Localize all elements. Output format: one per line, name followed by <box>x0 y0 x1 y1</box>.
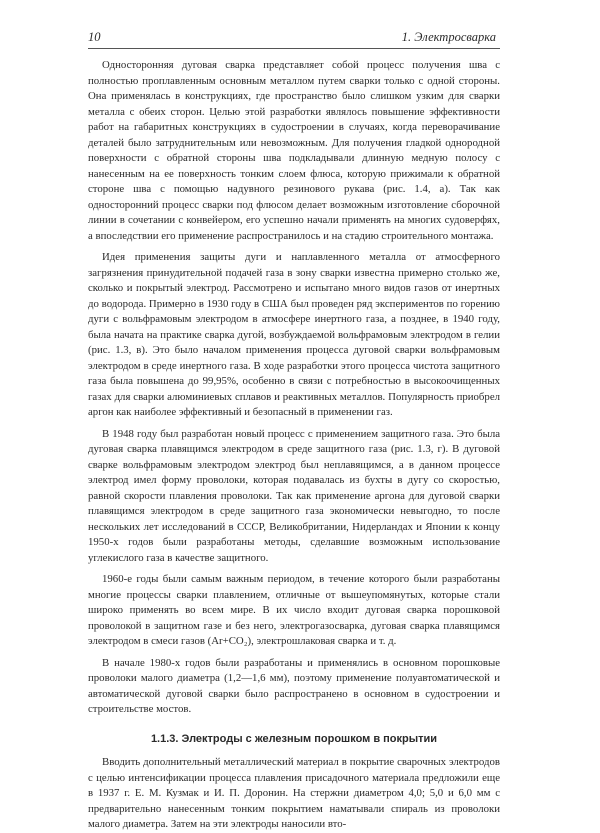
page-number: 10 <box>88 30 101 44</box>
paragraph: Вводить дополнительный металлический материал в покрытие сварочных электродов с целью интенсификации процесса плавления присадочного материала предложили еще в 1937 г. Е. М. Кузмак и И. П. Доронин. На стержни диаметром 4,0; 5,0 и 6,0 мм с предварительно нанесенным тонким покрытием наматывали спираль из проволоки малого диаметра. Затем на эти электроды наносили вто- <box>88 756 500 830</box>
paragraph: В 1948 году был разработан новый процесс с применением защитного газа. Это была дуговая сварка плавящимся электродом в среде защитного газа (рис. 1.3, г). В дуговой сварке вольфрамовым электродом электрод был неплавящимся, а в данном процессе электрод имел форму проволоки, которая подавалась из бухты в дугу со скоростью, равной скорости плавления проволоки. Так как применение аргона для дуговой сварки плавящимся электродом в среде защитного газа экономически невыгодно, то после нескольких лет исследований в СССР, Великобритании, Нидерландах и Японии к концу 1950-х годов были разработаны методы, сделавшие возможным использование углекислого газа в качестве защитного. <box>88 427 500 564</box>
section-heading: 1.1.3. Электроды с железным порошком в покрытии <box>150 732 438 745</box>
paragraph: В начале 1980-х годов были разработаны и применялись в основном порошковые проволоки малого диаметра (1,2—1,6 мм), поэтому применение полуавтоматической и автоматической дуговой сварки было распространено в основном в судостроении и строительстве мостов. <box>88 656 500 715</box>
running-header <box>88 26 500 49</box>
paragraph: Идея применения защиты дуги и наплавленного металла от атмосферного загрязнения принудительной подачей газа в зону сварки известна примерно столько же, сколько и покрытый электрод. Рассмотрено и испытано много видов газов от инертных до водорода. Примерно в 1930 году в США был проведен ряд экспериментов по горению дуги с вольфрамовым электродом в атмосфере инертного газа, а позднее, в 1940 году, была начата на практике сварка дугой, возбуждаемой вольфрамовым электродом в гелии (рис. 1.3, в). Это было началом применения процесса дуговой сварки вольфрамовым электродом в среде инертного газа. В ходе разработки этого процесса чистота защитного газа была повышена до 99,95%, особенно в связи с потребностью в высокоочищенных газах для сварки алюминиевых сплавов и реактивных металлов. Популярность приобрел аргон как наиболее эффективный и безопасный в применении газ. <box>88 251 500 418</box>
paragraph: Односторонняя дуговая сварка представляет собой процесс получения шва с полностью проплавленным основным металлом путем сварки только с одной стороны. Она применялась в конструкциях, где пространство было слишком узким для сварки металла с обеих сторон. Целью этой разработки являлось повышение эффективности работ на габаритных конструкциях в судостроении в случаях, когда переворачивание деталей было затруднительным или невозможным. Для получения гладкой однородной поверхности с обратной стороны шва подкладывали длинную медную полосу с нанесенным на ее поверхность тонким слоем флюса, которую прижимали к обратной стороне шва с помощью надувного резинового рукава (рис. 1.4, а). Так как односторонний процесс сварки под флюсом делает возможным изготовление сборочной линии в сочетании с конвейером, его успешно начали применять на многих судоверфях, а впоследствии его применение распространилось и на стадию строительного монтажа. <box>88 59 500 242</box>
body-text <box>88 58 500 833</box>
chapter-title: 1. Электросварка <box>401 30 496 44</box>
paragraph: 1960-е годы были самым важным периодом, в течение которого были разработаны многие процессы сварки плавлением, отличные от вышеупомянутых, которые стали широко применять во всем мире. В их число входит дуговая сварка порошковой проволокой в защитном газе и без него, электрогазосварка, дуговая сварка плавящимся электродом в смеси газов (Ar+CO₂), электрошлаковая сварка и т. д. <box>88 573 500 647</box>
